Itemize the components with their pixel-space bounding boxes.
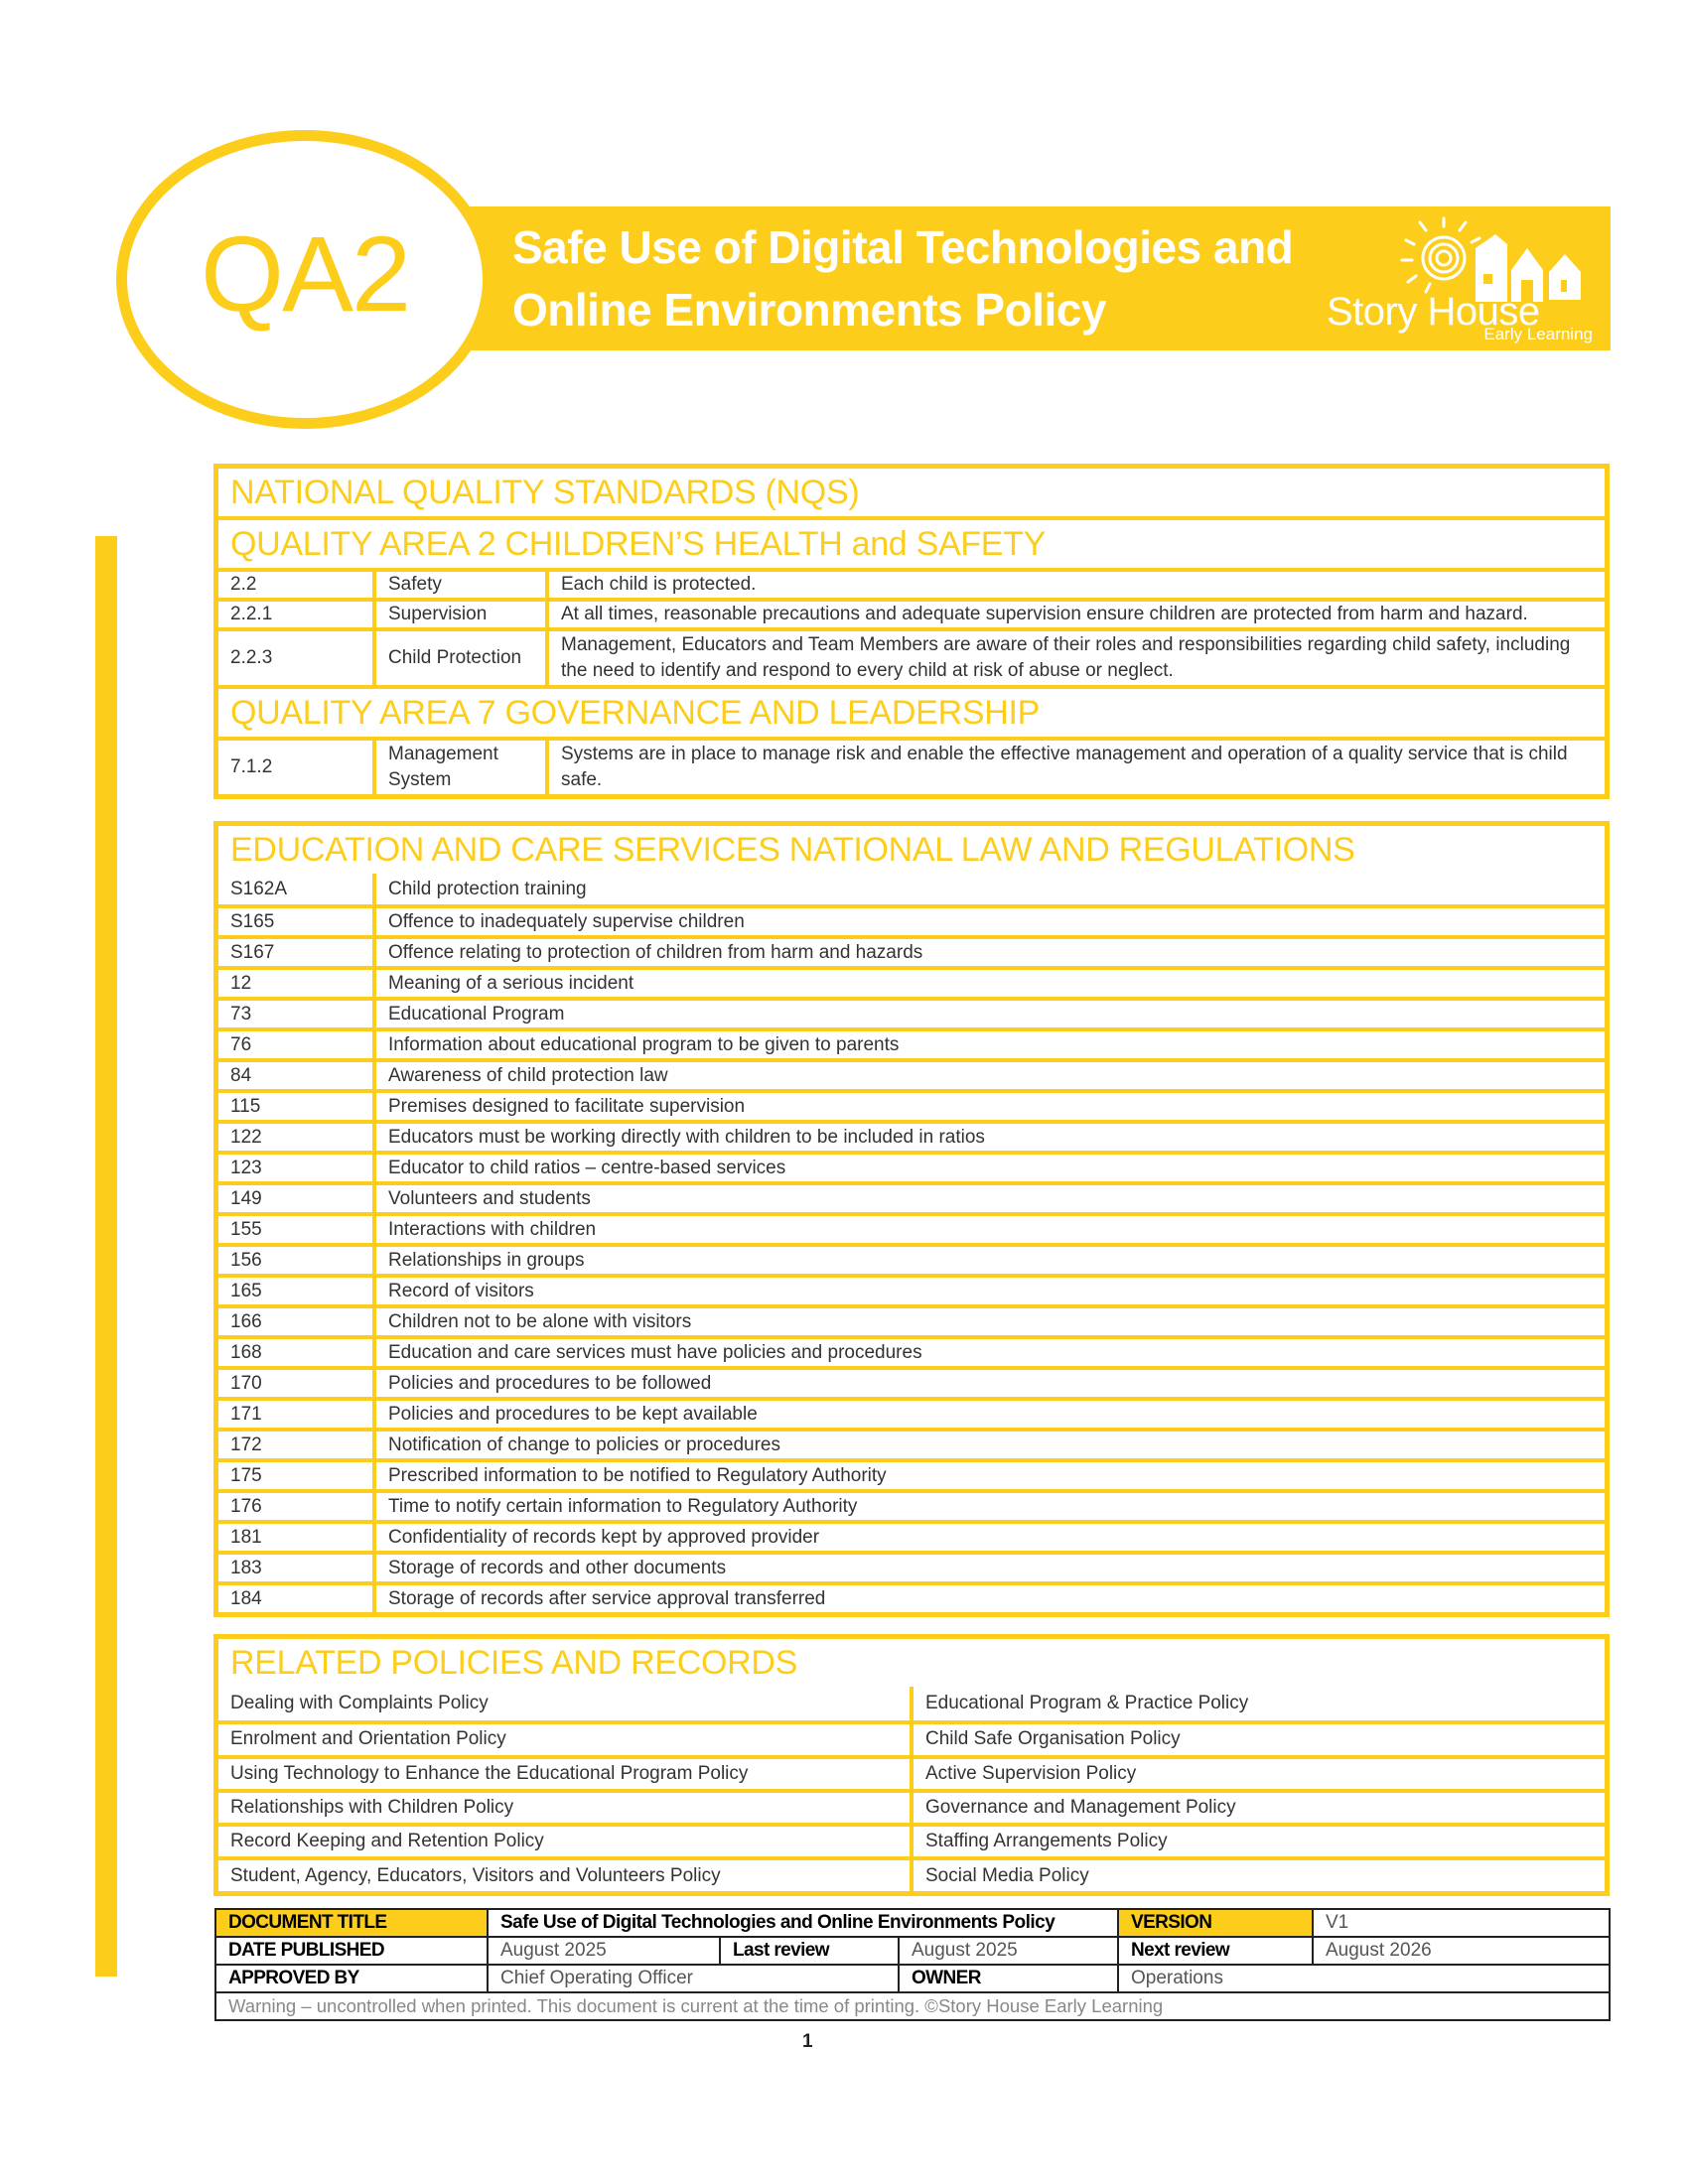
doc-info-row-approval [216, 1964, 1609, 1991]
regulation-title: Information about educational program to be given to parents [372, 1031, 1605, 1058]
related-policy: Enrolment and Orientation Policy [230, 1728, 506, 1750]
regulation-code: 73 [230, 1003, 252, 1024]
law-heading-row [218, 826, 1605, 874]
nqs-heading: NATIONAL QUALITY STANDARDS (NQS) [230, 473, 860, 511]
table-row [218, 874, 1605, 904]
standard-code: 7.1.2 [230, 756, 273, 777]
standard-name: Supervision [372, 602, 545, 627]
regulation-title: Volunteers and students [372, 1185, 1605, 1212]
qa7-heading: QUALITY AREA 7 GOVERNANCE AND LEADERSHIP [230, 693, 1040, 732]
related-policies-table [213, 1634, 1610, 1896]
next-review-label: Next review [1117, 1938, 1312, 1964]
qa2-heading: QUALITY AREA 2 CHILDREN’S HEALTH and SAFETY [230, 524, 1047, 563]
uncontrolled-warning: Warning – uncontrolled when printed. This document is current at the time of printing. ©Story House Early Learning [228, 1995, 1164, 2016]
table-row [218, 1212, 1605, 1243]
table-row [218, 1027, 1605, 1058]
regulation-title: Notification of change to policies or procedures [372, 1432, 1605, 1458]
regulation-title: Time to notify certain information to Regulatory Authority [372, 1493, 1605, 1520]
regulation-code: 168 [230, 1341, 262, 1363]
table-row [218, 627, 1605, 685]
regulation-title: Relationships in groups [372, 1247, 1605, 1274]
page-title-line-2: Online Environments Policy [512, 284, 1106, 336]
regulation-title: Awareness of child protection law [372, 1062, 1605, 1089]
date-published-label: DATE PUBLISHED [228, 1940, 384, 1961]
regulation-code: 166 [230, 1310, 262, 1332]
regulation-code: 172 [230, 1433, 262, 1455]
table-row [218, 1720, 1605, 1754]
approved-by-label: APPROVED BY [228, 1968, 359, 1988]
regulation-code: 181 [230, 1526, 262, 1548]
approved-by-value: Chief Operating Officer [487, 1966, 898, 1991]
regulation-code: 184 [230, 1587, 262, 1609]
related-policy: Student, Agency, Educators, Visitors and Volunteers Policy [230, 1864, 721, 1886]
law-heading: EDUCATION AND CARE SERVICES NATIONAL LAW AND REGULATIONS [230, 830, 1355, 869]
regulation-code: S165 [230, 910, 275, 932]
regulation-code: 123 [230, 1157, 262, 1178]
related-policy: Using Technology to Enhance the Educational Program Policy [230, 1762, 749, 1784]
table-row [218, 966, 1605, 997]
table-row [218, 1366, 1605, 1397]
standard-description: Each child is protected. [545, 572, 1605, 598]
table-row [218, 1458, 1605, 1489]
standard-description: Systems are in place to manage risk and enable the effective management and operation of a quality service that is child safe. [545, 741, 1605, 794]
table-row [218, 1551, 1605, 1581]
related-policy: Educational Program & Practice Policy [910, 1687, 1605, 1720]
related-policy: Social Media Policy [910, 1860, 1605, 1890]
table-row [218, 904, 1605, 935]
related-policy: Active Supervision Policy [910, 1759, 1605, 1789]
regulation-code: 76 [230, 1033, 252, 1055]
regulation-code: S167 [230, 941, 275, 963]
regulation-title: Child protection training [372, 874, 1605, 904]
regulation-code: 176 [230, 1495, 262, 1517]
table-row [218, 568, 1605, 598]
table-row [218, 737, 1605, 794]
related-heading: RELATED POLICIES AND RECORDS [230, 1643, 797, 1682]
table-row [218, 1856, 1605, 1890]
owner-label: OWNER [898, 1966, 1117, 1991]
document-info-table [214, 1908, 1611, 2021]
doc-title-label: DOCUMENT TITLE [216, 1910, 487, 1936]
table-row [218, 1151, 1605, 1181]
last-review-value: August 2025 [898, 1938, 1117, 1964]
table-row [218, 1274, 1605, 1304]
title-banner [467, 206, 1611, 350]
table-row [218, 1120, 1605, 1151]
related-heading-row [218, 1639, 1605, 1687]
standard-name: Safety [372, 572, 545, 598]
regulation-title: Confidentiality of records kept by approved provider [372, 1524, 1605, 1551]
table-row [218, 1489, 1605, 1520]
qa-badge [116, 130, 493, 429]
standard-name: Child Protection [372, 631, 545, 685]
table-row [218, 1755, 1605, 1789]
nqs-table [213, 464, 1610, 799]
standard-code: 2.2.1 [230, 604, 273, 624]
regulation-code: 84 [230, 1064, 252, 1086]
regulation-code: 149 [230, 1187, 262, 1209]
regulation-code: 115 [230, 1095, 261, 1117]
doc-info-row-dates [216, 1936, 1609, 1964]
table-row [218, 1058, 1605, 1089]
regulation-title: Education and care services must have policies and procedures [372, 1339, 1605, 1366]
logo-subtitle: Early Learning [1483, 325, 1593, 343]
regulation-title: Educators must be working directly with children to be included in ratios [372, 1124, 1605, 1151]
qa7-heading-row [218, 685, 1605, 737]
table-row [218, 1428, 1605, 1458]
logo-name: Story House [1327, 290, 1540, 334]
table-row [218, 1335, 1605, 1366]
related-policy: Governance and Management Policy [910, 1793, 1605, 1823]
regulation-title: Educator to child ratios – centre-based services [372, 1155, 1605, 1181]
table-row [218, 1397, 1605, 1428]
next-review-value: August 2026 [1312, 1938, 1609, 1964]
last-review-label: Last review [719, 1938, 898, 1964]
regulation-code: 165 [230, 1280, 262, 1301]
regulation-code: 175 [230, 1464, 262, 1486]
story-house-logo [1327, 214, 1593, 345]
standard-code: 2.2.3 [230, 647, 273, 668]
related-rows [218, 1687, 1605, 1891]
regulation-title: Storage of records after service approval transferred [372, 1585, 1605, 1612]
regulation-title: Premises designed to facilitate supervision [372, 1093, 1605, 1120]
qa2-heading-row [218, 516, 1605, 568]
page-title [512, 216, 1293, 341]
regulation-title: Policies and procedures to be kept available [372, 1401, 1605, 1428]
table-row [218, 1181, 1605, 1212]
regulation-code: 155 [230, 1218, 262, 1240]
regulation-code: 171 [230, 1403, 262, 1425]
table-row [218, 997, 1605, 1027]
regulation-title: Interactions with children [372, 1216, 1605, 1243]
table-row [218, 1687, 1605, 1720]
qa-badge-label: QA2 [200, 213, 410, 334]
table-row [218, 1789, 1605, 1823]
regulation-code: S162A [230, 878, 288, 899]
version-value: V1 [1312, 1910, 1609, 1936]
regulation-code: 156 [230, 1249, 262, 1271]
regulation-title: Meaning of a serious incident [372, 970, 1605, 997]
regulation-title: Children not to be alone with visitors [372, 1308, 1605, 1335]
doc-info-row-warning [216, 1991, 1609, 2019]
regulation-code: 183 [230, 1557, 262, 1578]
table-row [218, 1581, 1605, 1612]
regulation-code: 122 [230, 1126, 262, 1148]
regulation-title: Educational Program [372, 1001, 1605, 1027]
standard-name: Management System [372, 741, 545, 794]
standard-description: Management, Educators and Team Members are aware of their roles and responsibilities regarding child safety, including the need to identify and respond to every child at risk of abuse or neglect. [545, 631, 1605, 685]
related-policy: Record Keeping and Retention Policy [230, 1831, 544, 1852]
table-row [218, 1520, 1605, 1551]
doc-title-value: Safe Use of Digital Technologies and Online Environments Policy [487, 1910, 1117, 1936]
regulation-title: Storage of records and other documents [372, 1555, 1605, 1581]
regulation-title: Prescribed information to be notified to Regulatory Authority [372, 1462, 1605, 1489]
regulation-code: 12 [230, 972, 252, 994]
table-row [218, 935, 1605, 966]
doc-info-row-title [216, 1910, 1609, 1936]
version-label: VERSION [1117, 1910, 1312, 1936]
table-row [218, 598, 1605, 627]
table-row [218, 1243, 1605, 1274]
owner-value: Operations [1117, 1966, 1609, 1991]
date-published-value: August 2025 [487, 1938, 719, 1964]
regulation-title: Record of visitors [372, 1278, 1605, 1304]
regulation-title: Policies and procedures to be followed [372, 1370, 1605, 1397]
related-policy: Staffing Arrangements Policy [910, 1827, 1605, 1856]
regulation-code: 170 [230, 1372, 262, 1394]
related-policy: Relationships with Children Policy [230, 1797, 514, 1819]
regulation-title: Offence to inadequately supervise children [372, 908, 1605, 935]
law-regulations-table [213, 821, 1610, 1617]
law-rows [218, 874, 1605, 1612]
standard-description: At all times, reasonable precautions and adequate supervision ensure children are protected from harm and hazard. [545, 602, 1605, 627]
standard-code: 2.2 [230, 574, 257, 595]
table-row [218, 1304, 1605, 1335]
nqs-heading-row [218, 469, 1605, 516]
left-accent-bar [95, 536, 117, 1977]
table-row [218, 1089, 1605, 1120]
page-title-line-1: Safe Use of Digital Technologies and [512, 221, 1294, 273]
related-policy: Dealing with Complaints Policy [230, 1693, 489, 1714]
table-row [218, 1823, 1605, 1856]
related-policy: Child Safe Organisation Policy [910, 1724, 1605, 1754]
page-number: 1 [802, 2031, 813, 2052]
regulation-title: Offence relating to protection of children from harm and hazards [372, 939, 1605, 966]
